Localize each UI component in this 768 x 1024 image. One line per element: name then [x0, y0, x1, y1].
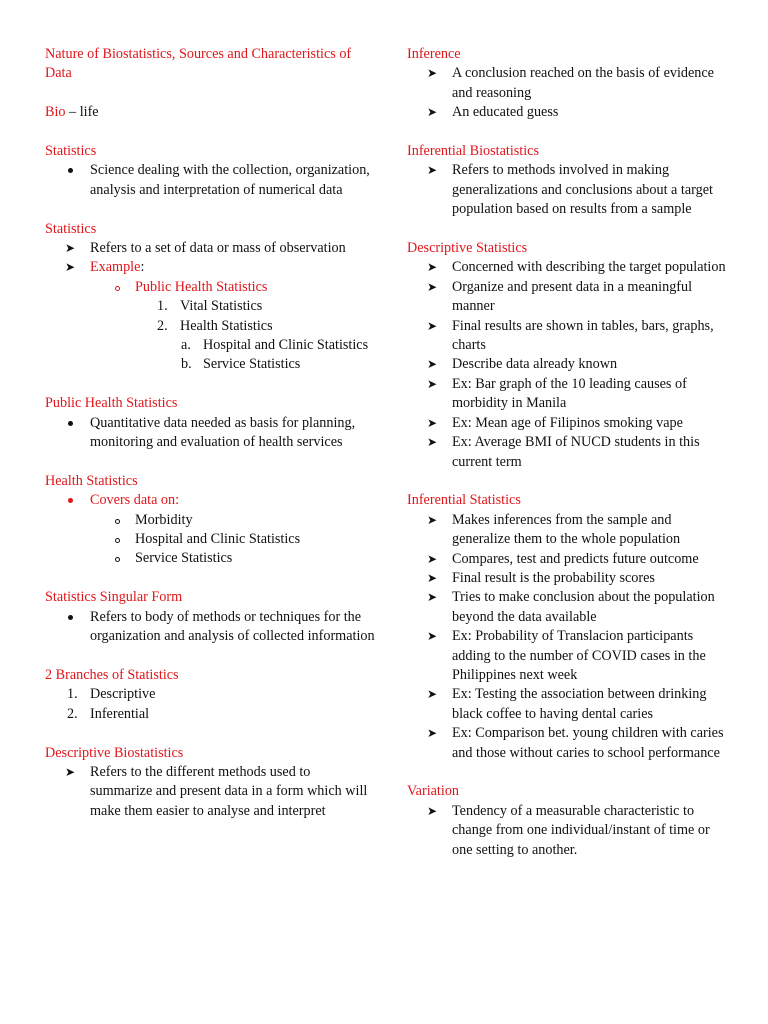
list-item: Refers to body of methods or techniques for the organization and analysis of collected information	[45, 608, 375, 647]
list-item	[45, 705, 375, 724]
list-item: ➤ Concerned with describing the target population	[407, 258, 727, 277]
arrow-list	[407, 802, 727, 860]
list-item-text: Service Statistics	[203, 356, 301, 373]
section-heading: 2 Branches of Statistics	[45, 666, 179, 683]
list-item: Public Health Statistics	[45, 278, 375, 297]
list-item: ➤ Ex: Comparison bet. young children with caries and those without caries to school performance	[407, 724, 727, 763]
document-title: Nature of Biostatistics, Sources and Characteristics of Data	[45, 46, 352, 82]
arrow-list	[407, 64, 727, 122]
list-letter: b.	[181, 356, 192, 373]
list-item	[45, 685, 375, 704]
list-item-text: Descriptive	[90, 686, 156, 703]
arrow-list	[45, 763, 375, 821]
branches-section	[45, 666, 375, 724]
title-section	[45, 45, 375, 84]
list-item: ➤ An educated guess	[407, 103, 727, 122]
list-item: ➤ Ex: Probability of Translacion participants adding to the number of COVID cases in the Philippines next week	[407, 627, 727, 685]
list-item: ➤ Ex: Mean age of Filipinos smoking vape	[407, 414, 727, 433]
section-heading: Inferential Biostatistics	[407, 143, 539, 160]
inferential-statistics-section	[407, 491, 727, 763]
bio-term: Bio	[45, 104, 66, 121]
bullet-list	[45, 491, 375, 510]
section-heading: Statistics	[45, 143, 97, 159]
inference-section	[407, 45, 727, 123]
list-number: 1.	[67, 686, 78, 703]
section-heading: Public Health Statistics	[45, 395, 178, 412]
list-item: ➤ Ex: Testing the association between drinking black coffee to having dental caries	[407, 685, 727, 724]
list-item	[45, 336, 375, 355]
left-column	[45, 45, 375, 841]
list-item	[45, 355, 375, 374]
section-heading: Statistics	[45, 220, 97, 237]
health-statistics-section	[45, 472, 375, 569]
bio-definition-text: – life	[65, 104, 99, 121]
arrow-list	[407, 511, 727, 763]
list-item-text: Health Statistics	[180, 317, 273, 334]
arrow-list	[407, 258, 727, 471]
statistics-section-2	[45, 220, 375, 375]
numbered-list	[45, 685, 375, 724]
bio-definition	[45, 103, 375, 122]
bullet-list	[45, 414, 375, 453]
list-number: 2.	[67, 705, 78, 722]
list-item-text: Vital Statistics	[180, 298, 263, 315]
list-item: ➤ Ex: Average BMI of NUCD students in this current term	[407, 433, 727, 472]
list-item: Hospital and Clinic Statistics	[45, 530, 375, 549]
list-item: ➤ Refers to the different methods used to summarize and present data in a form which will make them easier to analyse and interpret	[45, 763, 375, 821]
section-heading: Statistics Singular Form	[45, 589, 183, 606]
inferential-biostatistics-section	[407, 142, 727, 220]
list-item: ➤ Final results are shown in tables, bars, graphs, charts	[407, 317, 727, 356]
right-column	[407, 45, 727, 879]
sub-list	[45, 278, 375, 297]
section-heading: Variation	[407, 783, 460, 800]
variation-section	[407, 782, 727, 860]
list-number: 1.	[157, 298, 168, 315]
list-item: ➤ Describe data already known	[407, 355, 727, 374]
singular-form-section	[45, 588, 375, 646]
list-item: ➤ Makes inferences from the sample and generalize them to the whole population	[407, 511, 727, 550]
arrow-list	[407, 161, 727, 219]
list-item: ➤ Tendency of a measurable characteristic to change from one individual/instant of time or one setting to another.	[407, 802, 727, 860]
bullet-list	[45, 608, 375, 647]
list-item: Quantitative data needed as basis for planning, monitoring and evaluation of health services	[45, 414, 375, 453]
descriptive-biostatistics-section	[45, 744, 375, 822]
list-item: ➤ Tries to make conclusion about the population beyond the data available	[407, 588, 727, 627]
list-item: Covers data on:	[45, 491, 375, 510]
list-item: Morbidity	[45, 511, 375, 530]
sub-list	[45, 511, 375, 569]
list-item: ➤ Ex: Bar graph of the 10 leading causes of morbidity in Manila	[407, 375, 727, 414]
list-item: ➤ Compares, test and predicts future outcome	[407, 550, 727, 569]
list-item-example	[45, 258, 375, 277]
list-item: Science dealing with the collection, organization, analysis and interpretation of numerical data	[45, 161, 375, 200]
list-item: ➤ Final result is the probability scores	[407, 569, 727, 588]
list-number: 2.	[157, 317, 168, 334]
list-item	[45, 317, 375, 336]
section-heading: Descriptive Statistics	[407, 240, 528, 257]
section-heading: Descriptive Biostatistics	[45, 744, 184, 761]
section-heading: Inference	[407, 46, 461, 62]
lettered-list	[45, 336, 375, 375]
arrow-list	[45, 239, 375, 278]
list-item-text: Inferential	[90, 705, 150, 722]
example-colon: :	[140, 259, 145, 276]
numbered-list	[45, 297, 375, 336]
bullet-list	[45, 161, 375, 200]
section-heading: Health Statistics	[45, 472, 138, 489]
section-heading: Inferential Statistics	[407, 492, 521, 509]
list-letter: a.	[181, 337, 191, 354]
list-item: ➤ Organize and present data in a meaningful manner	[407, 278, 727, 317]
list-item: ➤ Refers to a set of data or mass of observation	[45, 239, 375, 258]
statistics-section-1	[45, 142, 375, 200]
list-item: Service Statistics	[45, 549, 375, 568]
public-health-section	[45, 394, 375, 452]
list-item: ➤ Refers to methods involved in making generalizations and conclusions about a target population based on results from a sample	[407, 161, 727, 219]
list-item	[45, 297, 375, 316]
example-label: Example	[90, 259, 141, 276]
descriptive-statistics-section	[407, 239, 727, 472]
list-item: ➤ A conclusion reached on the basis of evidence and reasoning	[407, 64, 727, 103]
list-item-text: Hospital and Clinic Statistics	[203, 337, 369, 354]
